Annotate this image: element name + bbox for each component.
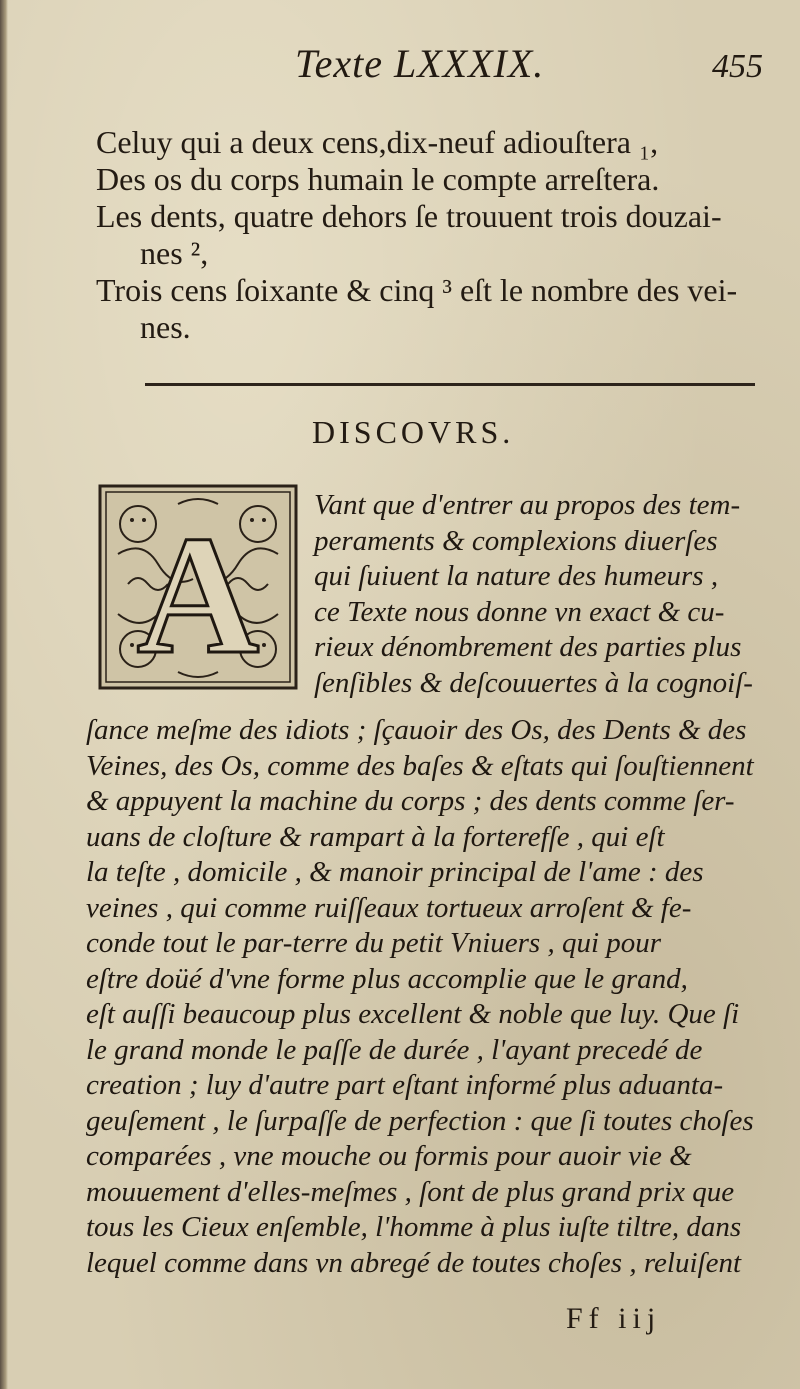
discourse-line: eſt auſſi beaucoup plus excellent & noble que luy. Que ſi [86, 998, 740, 1030]
discourse-line: & appuyent la machine du corps ; des dents comme ſer- [86, 785, 735, 817]
discourse-line: rieux dénombrement des parties plus [314, 631, 742, 663]
discourse-line: Veines, des Os, comme des baſes & eſtats qui ſouſtiennent [86, 749, 754, 782]
verse-line: nes. [140, 309, 191, 345]
discourse-line: lequel comme dans vn abregé de toutes choſes , reluiſent [86, 1246, 742, 1279]
verse-line: Trois cens ſoixante & cinq ³ eſt le nombre des vei- [96, 272, 738, 308]
discourse-line: le grand monde le paſſe de durée , l'ayant precedé de [86, 1033, 703, 1066]
discourse-line: geuſement , le ſurpaſſe de perfection : que ſi toutes choſes [86, 1104, 754, 1137]
discourse-line: eſtre doüé d'vne forme plus accomplie que le grand, [86, 962, 688, 995]
page-header [0, 40, 800, 100]
page-binding-edge [0, 0, 8, 1389]
section-heading: DISCOVRS. [312, 414, 515, 450]
running-title: Texte LXXXIX. [295, 41, 545, 86]
discourse-line: creation ; luy d'autre part eſtant informé plus aduanta- [86, 1069, 724, 1101]
section-rule [145, 383, 755, 386]
discourse-opening [314, 488, 774, 701]
verse-line: Des os du corps humain le compte arreſtera. [96, 161, 660, 197]
discourse-line: tous les Cieux enſemble, l'homme à plus iuſte tiltre, dans [86, 1211, 742, 1243]
initial-letter: A [136, 501, 260, 689]
discourse-line: mouuement d'elles-meſmes , ſont de plus grand prix que [86, 1175, 735, 1208]
signature-mark: Ff iij [566, 1302, 662, 1335]
verse-line: Les dents, quatre dehors ſe trouuent trois douzai- [96, 198, 722, 234]
verse-line: nes ², [140, 235, 209, 271]
discourse-line: qui ſuiuent la nature des humeurs , [314, 560, 719, 592]
decorated-initial [98, 484, 298, 690]
discourse-line: Vant que d'entrer au propos des tem- [314, 489, 741, 521]
discourse-line: uans de cloſture & rampart à la forterefſe , qui eſt [86, 820, 665, 853]
discourse-body [86, 713, 776, 1281]
discourse-line: veines , qui comme ruiſſeaux tortueux arroſent & fe- [86, 891, 692, 924]
discourse-line: ſance meſme des idiots ; ſçauoir des Os, des Dents & des [86, 714, 747, 746]
verse-line: Celuy qui a deux cens,dix-neuf adiouſtera ₁, [96, 124, 659, 160]
discourse-line: ce Texte nous donne vn exact & cu- [314, 595, 725, 628]
page-number: 455 [712, 48, 763, 85]
verse-text [96, 124, 776, 346]
ornament-initial-icon [98, 484, 298, 690]
discourse-line: conde tout le par-terre du petit Vniuers , qui pour [86, 927, 662, 959]
discourse-line: ſenſibles & deſcouuertes à la cognoiſ- [314, 666, 753, 699]
discourse-line: peraments & complexions diuerſes [314, 524, 718, 557]
discourse-line: la teſte , domicile , & manoir principal de l'ame : des [86, 856, 704, 888]
discourse-line: comparées , vne mouche ou formis pour auoir vie & [86, 1140, 692, 1172]
